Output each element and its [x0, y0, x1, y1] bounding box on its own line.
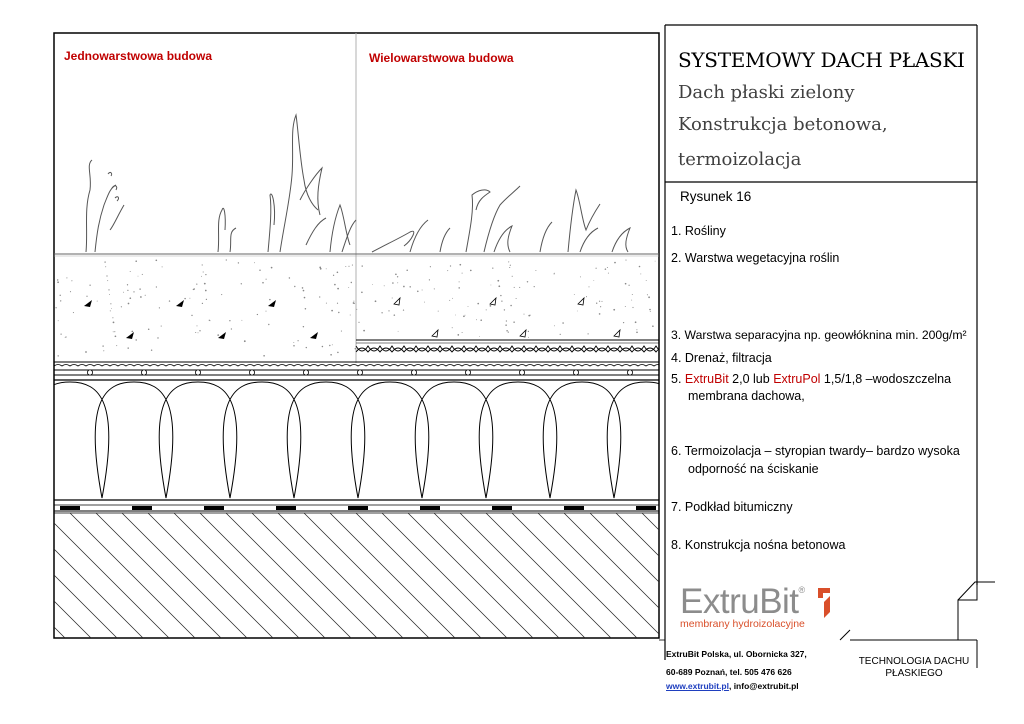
figure-label: Rysunek 16 [680, 189, 752, 204]
membrane-wave [54, 365, 662, 367]
aggregate-left [84, 300, 318, 339]
legend-item-5-line2: membrana dachowa, [688, 389, 805, 403]
logo-registered: ® [798, 585, 805, 595]
insulation-loops [31, 382, 749, 498]
subtitle-line-3: termoizolacja [678, 149, 802, 170]
plants-right [372, 186, 630, 252]
footer-email: , info@extrubit.pl [728, 681, 799, 691]
fasteners [87, 370, 632, 375]
company-logo [680, 582, 805, 622]
bitumen-strips [60, 506, 656, 510]
legend-item-5 [671, 370, 951, 388]
page-title: SYSTEMOWY DACH PŁASKI [678, 48, 965, 72]
website-link[interactable]: www.extrubit.pl [666, 681, 729, 691]
single-layer-label: Jednowarstwowa budowa [64, 49, 213, 63]
technology-line-2: PŁASKIEGO [885, 668, 943, 679]
subtitle-line-1: Dach płaski zielony [678, 82, 855, 103]
logo-name: ExtruBit [680, 582, 799, 621]
legend-item-3: 3. Warstwa separacyjna np. geowłóknina min. 200g/m² [671, 328, 967, 342]
logo-tagline: membrany hydroizolacyjne [680, 618, 805, 630]
footer-address: 60-689 Poznań, tel. 505 476 626 [666, 667, 792, 677]
legend-item-7: 7. Podkład bitumiczny [671, 500, 793, 514]
legend-item-6: 6. Termoizolacja – styropian twardy– bardzo wysoka [671, 444, 960, 458]
legend-item-8: 8. Konstrukcja nośna betonowa [671, 538, 846, 552]
multi-layer-label: Wielowarstwowa budowa [369, 51, 514, 65]
legend-item-1: 1. Rośliny [671, 224, 726, 238]
soil-dots [55, 259, 655, 356]
corner-mark [948, 582, 995, 640]
legend-item-4: 4. Drenaż, filtracja [671, 351, 772, 365]
footer-contact [666, 681, 799, 691]
legend-item-5-num: 5. [671, 372, 682, 386]
footer-company: ExtruBit Polska, ul. Obornicka 327, [666, 649, 807, 659]
technology-line-1: TECHNOLOGIA DACHU [858, 656, 970, 667]
plants-left [86, 115, 356, 252]
legend-item-6-line2: odporność na ściskanie [688, 462, 819, 476]
legend-brand-extrubit: ExtruBit [684, 372, 729, 386]
bottom-tick [840, 630, 850, 640]
subtitle-line-2: Konstrukcja betonowa, [678, 114, 888, 135]
legend-item-2: 2. Warstwa wegetacyjna roślin [671, 251, 840, 265]
legend-item-5-mid: 2,0 lub [732, 372, 770, 386]
legend-item-5-rest: 1,5/1,8 –wodoszczelna [823, 372, 952, 386]
legend-brand-extrupol: ExtruPol [773, 372, 821, 386]
logo-mark-icon [818, 588, 830, 618]
technology-label [852, 656, 976, 680]
